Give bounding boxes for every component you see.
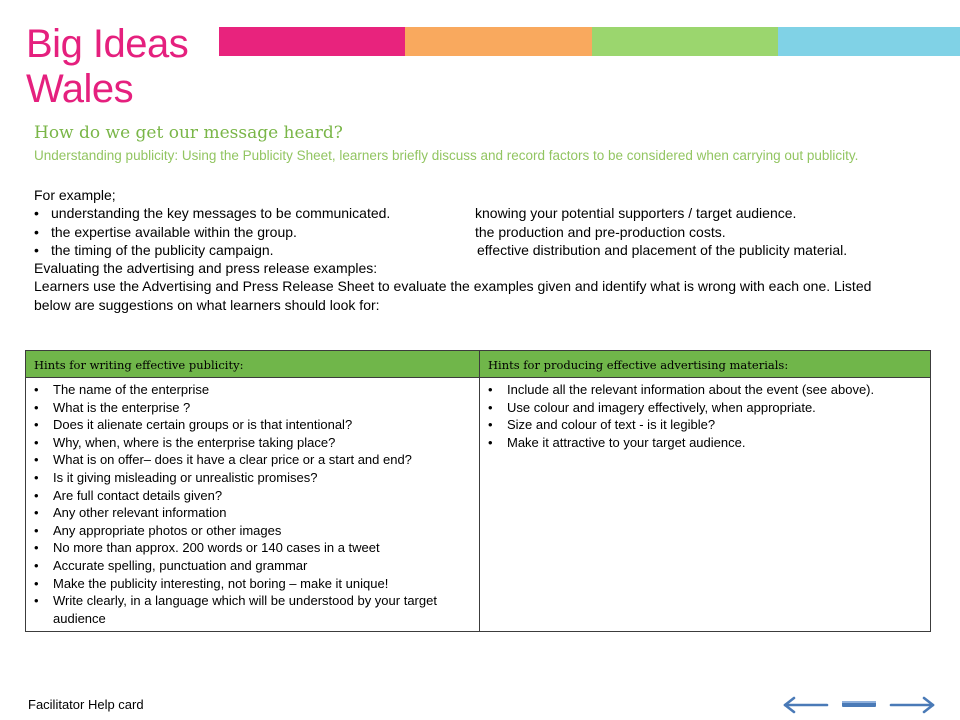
- hint-item: [34, 539, 473, 557]
- hint-item: [488, 381, 924, 399]
- hint-text: No more than approx. 200 words or 140 cases in a tweet: [53, 540, 380, 556]
- hint-item: [488, 399, 924, 417]
- menu-dash-icon: [842, 701, 876, 707]
- table-body-row: [26, 378, 931, 632]
- example-row: [34, 223, 914, 241]
- arrow-right-icon: [891, 698, 933, 712]
- for-example-label: For example;: [34, 187, 116, 203]
- hint-text: Any other relevant information: [53, 505, 227, 521]
- bullet-icon: •: [34, 469, 39, 485]
- brand-title: Big Ideas: [26, 22, 189, 66]
- hint-text: Size and colour of text - is it legible?: [507, 417, 716, 433]
- hint-text: Is it giving misleading or unrealistic promises?: [53, 469, 318, 485]
- hint-item: [34, 451, 473, 469]
- hint-text: Any appropriate photos or other images: [53, 522, 282, 538]
- bullet-icon: •: [488, 382, 493, 397]
- hint-text: Make the publicity interesting, not boring – make it unique!: [53, 575, 389, 591]
- hint-item: [488, 434, 924, 452]
- hint-item: [34, 381, 473, 399]
- advertising-hints-list: [488, 381, 924, 451]
- bullet-icon: •: [34, 487, 39, 503]
- example-left: the expertise available within the group.: [51, 223, 297, 240]
- hints-table: [25, 350, 931, 632]
- bullet-icon: •: [34, 540, 39, 556]
- hint-text: What is on offer– does it have a clear price or a start and end?: [53, 452, 412, 468]
- hint-item: [34, 399, 473, 417]
- hint-text: Make it attractive to your target audience.: [507, 434, 746, 450]
- col1-header: Hints for writing effective publicity:: [26, 351, 480, 378]
- footer-label: Facilitator Help card: [28, 697, 144, 712]
- bullet-icon: •: [34, 241, 39, 258]
- hint-item: [488, 416, 924, 434]
- nav-menu-button[interactable]: [839, 694, 879, 716]
- intro-text: Understanding publicity: Using the Publicity Sheet, learners briefly discuss and record factors to be considered when carrying out publicity.: [34, 148, 859, 163]
- bullet-icon: •: [34, 452, 39, 468]
- arrow-left-icon: [785, 698, 827, 712]
- hint-text: Does it alienate certain groups or is that intentional?: [53, 417, 353, 433]
- bullet-icon: •: [34, 575, 39, 591]
- example-right: knowing your potential supporters / target audience.: [475, 205, 797, 222]
- hint-text: The name of the enterprise: [53, 382, 210, 397]
- nav-prev-button[interactable]: [780, 694, 832, 716]
- col2-header: Hints for producing effective advertising materials:: [480, 351, 931, 378]
- bullet-icon: •: [488, 434, 493, 450]
- page-heading: How do we get our message heard?: [34, 123, 343, 143]
- evaluating-text: Learners use the Advertising and Press Release Sheet to evaluate the examples given and identify what is wrong with each one. Listed below are suggestions on what learners should look for:: [34, 278, 872, 313]
- hint-text: Accurate spelling, punctuation and grammar: [53, 557, 308, 573]
- hint-item: [34, 504, 473, 522]
- hint-item: [34, 592, 473, 627]
- bullet-icon: •: [488, 399, 493, 415]
- example-right: effective distribution and placement of the publicity material.: [477, 241, 848, 258]
- bullet-icon: •: [34, 382, 39, 397]
- example-right: the production and pre-production costs.: [475, 223, 726, 240]
- hint-item: [34, 575, 473, 593]
- bullet-icon: •: [34, 434, 39, 450]
- col2-cell: [480, 378, 931, 632]
- hint-item: [34, 557, 473, 575]
- bullet-icon: •: [34, 557, 39, 573]
- bullet-icon: •: [34, 417, 39, 433]
- hint-item: [34, 487, 473, 505]
- hint-item: [34, 434, 473, 452]
- col1-cell: [26, 378, 480, 632]
- hint-text: Are full contact details given?: [53, 487, 223, 503]
- nav-next-button[interactable]: [886, 694, 938, 716]
- color-bar-green: [592, 27, 778, 56]
- example-row: [34, 204, 914, 222]
- bullet-icon: •: [488, 417, 493, 433]
- publicity-hints-list: [34, 381, 473, 627]
- hint-text: Write clearly, in a language which will be understood by your target audience: [53, 593, 437, 626]
- bullet-icon: •: [34, 593, 39, 609]
- hint-item: [34, 469, 473, 487]
- hint-text: What is the enterprise ?: [53, 399, 191, 415]
- bullet-icon: •: [34, 205, 39, 222]
- example-left: understanding the key messages to be communicated.: [51, 205, 391, 222]
- hint-text: Include all the relevant information about the event (see above).: [507, 382, 875, 397]
- hint-item: [34, 416, 473, 434]
- hint-text: Why, when, where is the enterprise taking place?: [53, 434, 336, 450]
- bullet-icon: •: [34, 522, 39, 538]
- example-row: [34, 241, 914, 259]
- bullet-icon: •: [34, 505, 39, 521]
- table-header-row: [26, 351, 931, 378]
- evaluating-heading: Evaluating the advertising and press release examples:: [34, 260, 378, 277]
- brand-subtitle: Wales: [26, 67, 134, 111]
- example-left: the timing of the publicity campaign.: [51, 241, 274, 258]
- color-bar-blue: [778, 27, 960, 56]
- hint-text: Use colour and imagery effectively, when appropriate.: [507, 399, 816, 415]
- hint-item: [34, 522, 473, 540]
- bullet-icon: •: [34, 223, 39, 240]
- color-bar-pink: [219, 27, 405, 56]
- bullet-icon: •: [34, 399, 39, 415]
- body-text: [34, 186, 914, 314]
- color-bar-orange: [405, 27, 592, 56]
